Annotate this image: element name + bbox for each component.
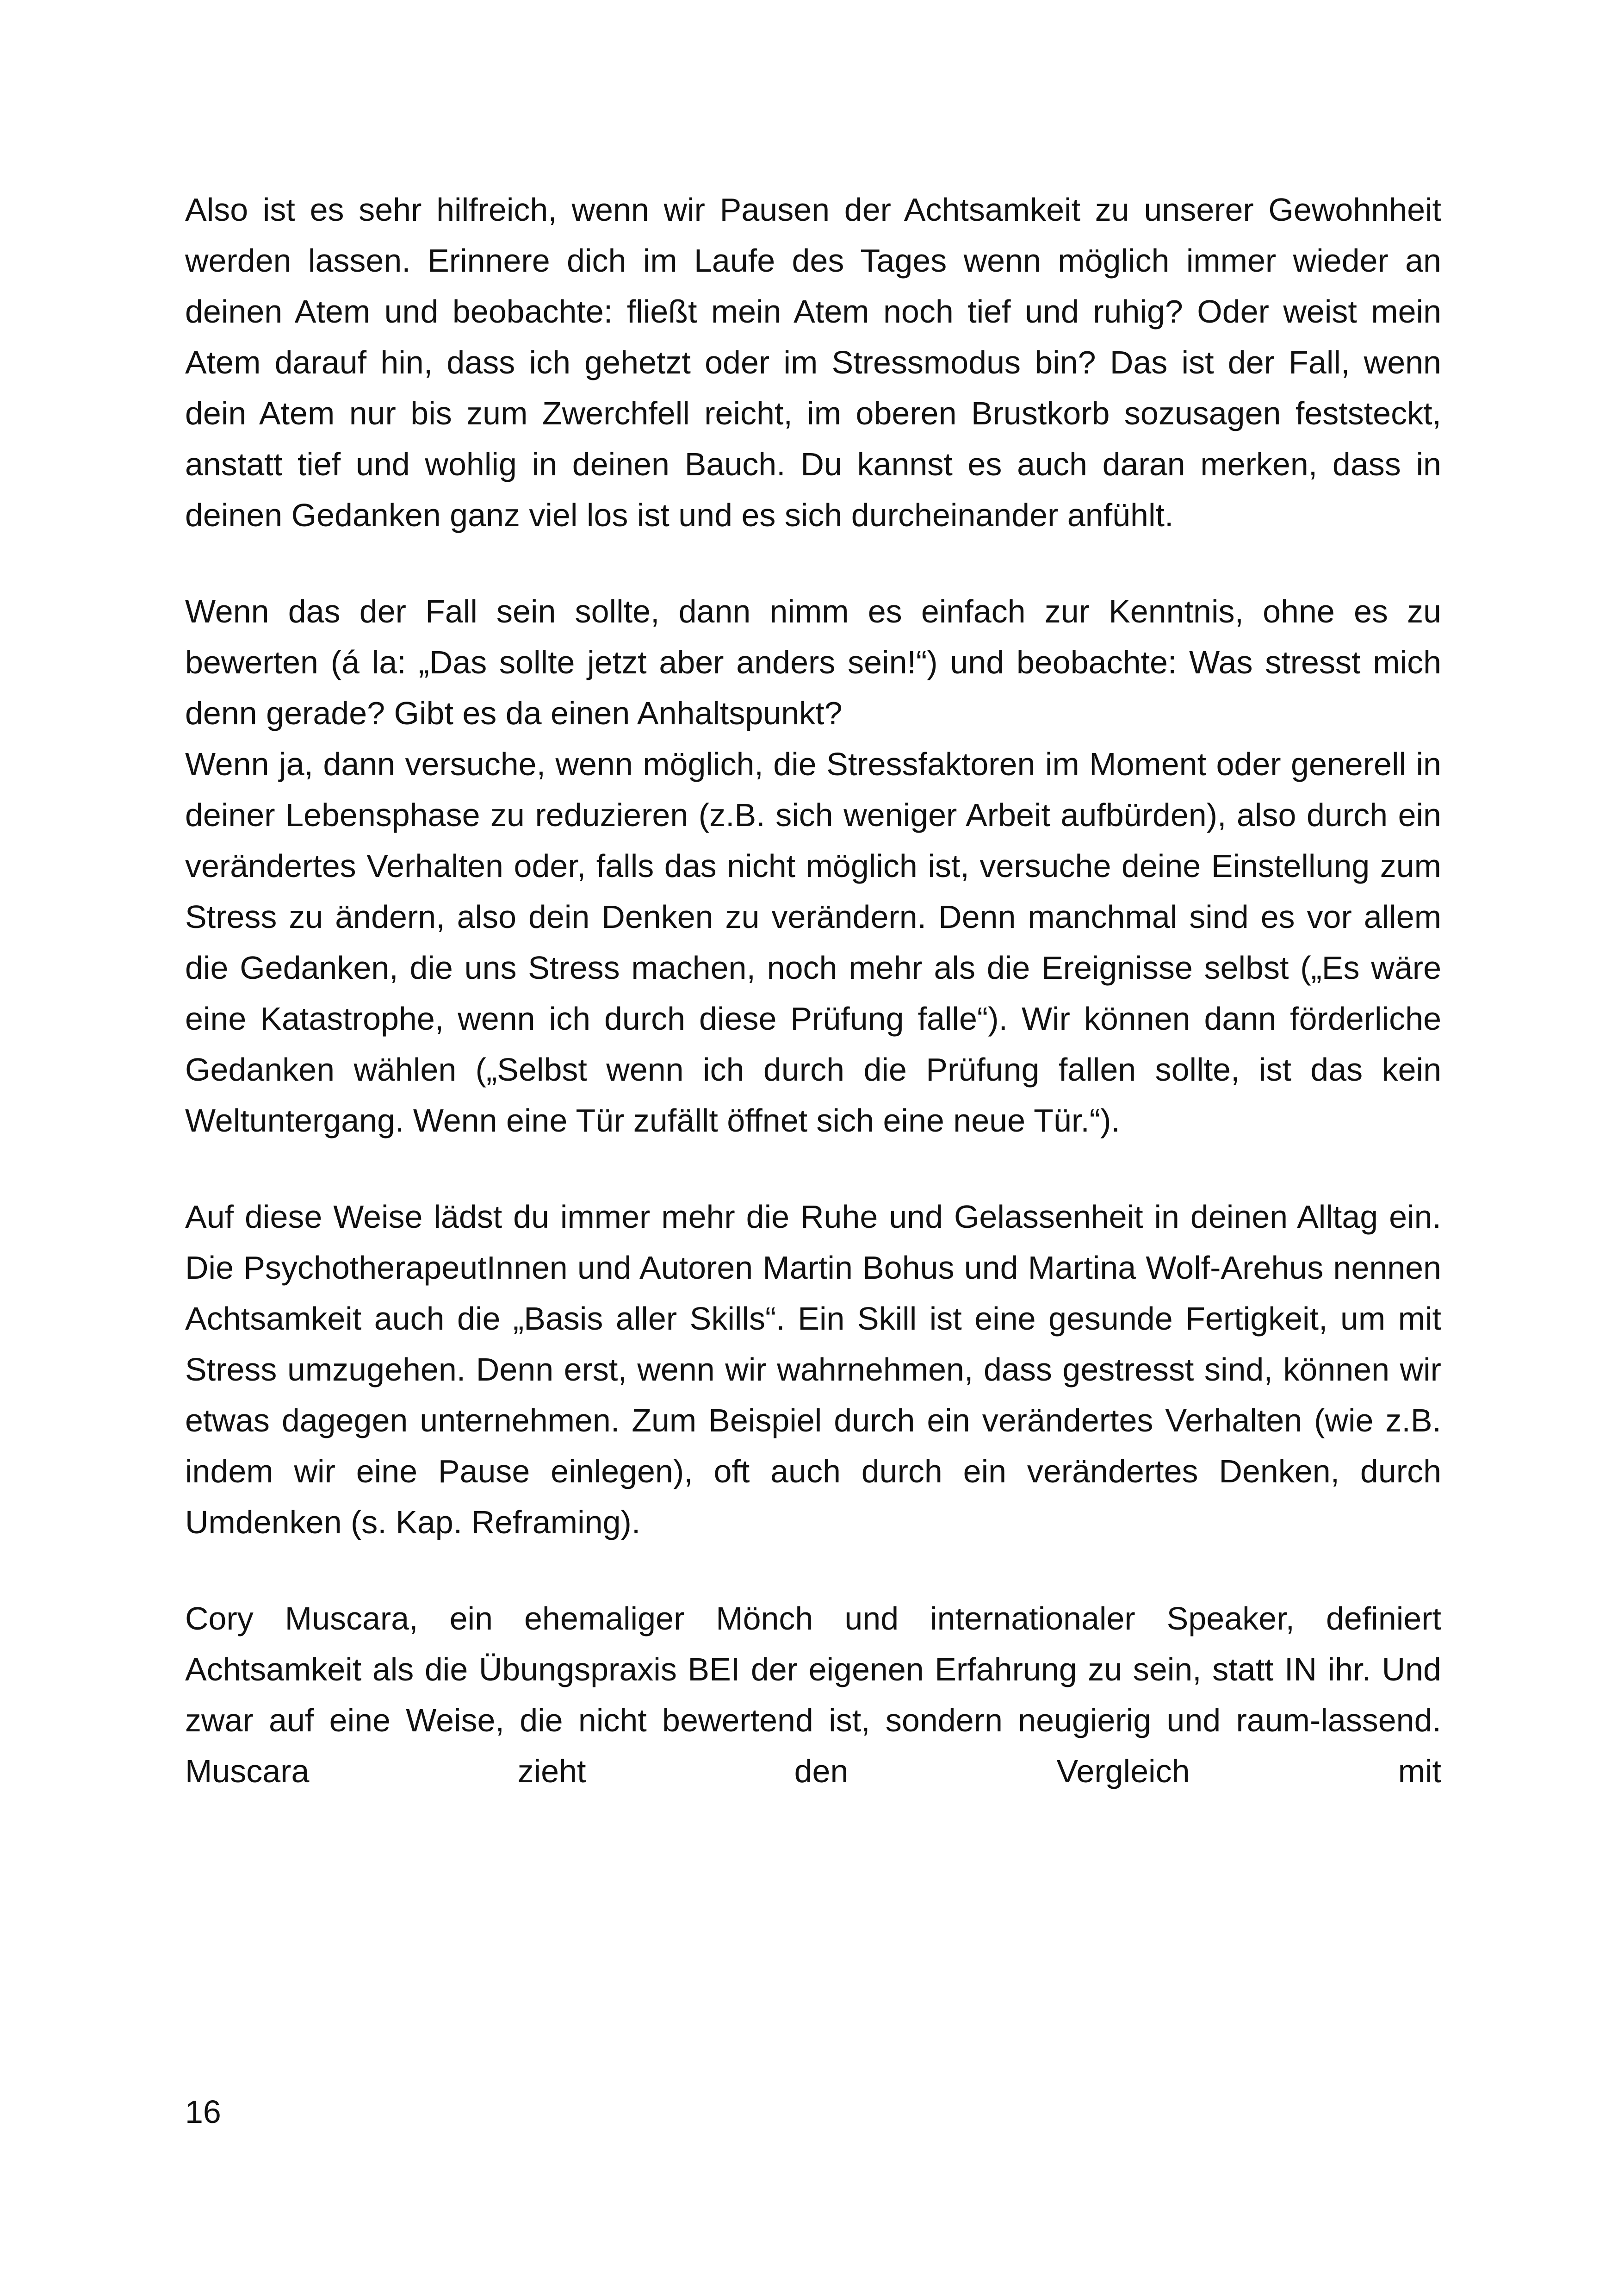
paragraph-3: Wenn ja, dann versuche, wenn möglich, die Stressfaktoren im Moment oder generell in deiner Lebensphase zu reduzieren (z.B. sich weniger Arbeit aufbürden), also durch ein verändertes Verhalten oder, falls das nicht möglich ist, versuche deine Einstellung zum Stress zu ändern, also dein Denken zu verändern. Denn manchmal sind es vor allem die Gedanken, die uns Stress machen, noch mehr als die Ereignisse selbst („Es wäre eine Katastrophe, wenn ich durch diese Prüfung falle“). Wir können dann förderliche Gedanken wählen („Selbst wenn ich durch die Prüfung fallen sollte, ist das kein Weltuntergang. Wenn eine Tür zufällt öffnet sich eine neue Tür.“). — [185, 746, 1441, 1139]
paragraph-5: Cory Muscara, ein ehemaliger Mönch und internationaler Speaker, definiert Achtsamkeit als die Übungspraxis BEI der eigenen Erfahrung zu sein, statt IN ihr. Und zwar auf eine Weise, die nicht bewertend ist, sondern neugierig und raum-lassend. Muscara zieht den Vergleich mit — [185, 1600, 1441, 1789]
page-number: 16 — [185, 2094, 221, 2130]
paragraph-4: Auf diese Weise lädst du immer mehr die Ruhe und Gelassenheit in deinen Alltag ein. Die PsychotherapeutInnen und Autoren Martin Bohus und Martina Wolf-Arehus nennen Achtsamkeit auch die „Basis aller Skills“. Ein Skill ist eine gesunde Fertigkeit, um mit Stress umzugehen. Denn erst, wenn wir wahrnehmen, dass gestresst sind, können wir etwas dagegen unternehmen. Zum Beispiel durch ein verändertes Verhalten (wie z.B. indem wir eine Pause einlegen), oft auch durch ein verändertes Denken, durch Umdenken (s. Kap. Reframing). — [185, 1199, 1441, 1540]
paragraph-spacer — [185, 1146, 1441, 1191]
paragraph-spacer — [185, 541, 1441, 586]
paragraph-spacer — [185, 1548, 1441, 1593]
paragraph-1: Also ist es sehr hilfreich, wenn wir Pausen der Achtsamkeit zu unserer Gewohnheit werden lassen. Erinnere dich im Laufe des Tages wenn möglich immer wieder an deinen Atem und beobachte: fließt mein Atem noch tief und ruhig? Oder weist mein Atem darauf hin, dass ich gehetzt oder im Stressmodus bin? Das ist der Fall, wenn dein Atem nur bis zum Zwerchfell reicht, im oberen Brustkorb sozusagen feststeckt, anstatt tief und wohlig in deinen Bauch. Du kannst es auch daran merken, dass in deinen Gedanken ganz viel los ist und es sich durcheinander anfühlt. — [185, 192, 1441, 533]
body-text — [185, 184, 1441, 1797]
paragraph-2: Wenn das der Fall sein sollte, dann nimm es einfach zur Kenntnis, ohne es zu bewerten (á la: „Das sollte jetzt aber anders sein!“) und beobachte: Was stresst mich denn gerade? Gibt es da einen Anhaltspunkt? — [185, 593, 1441, 731]
